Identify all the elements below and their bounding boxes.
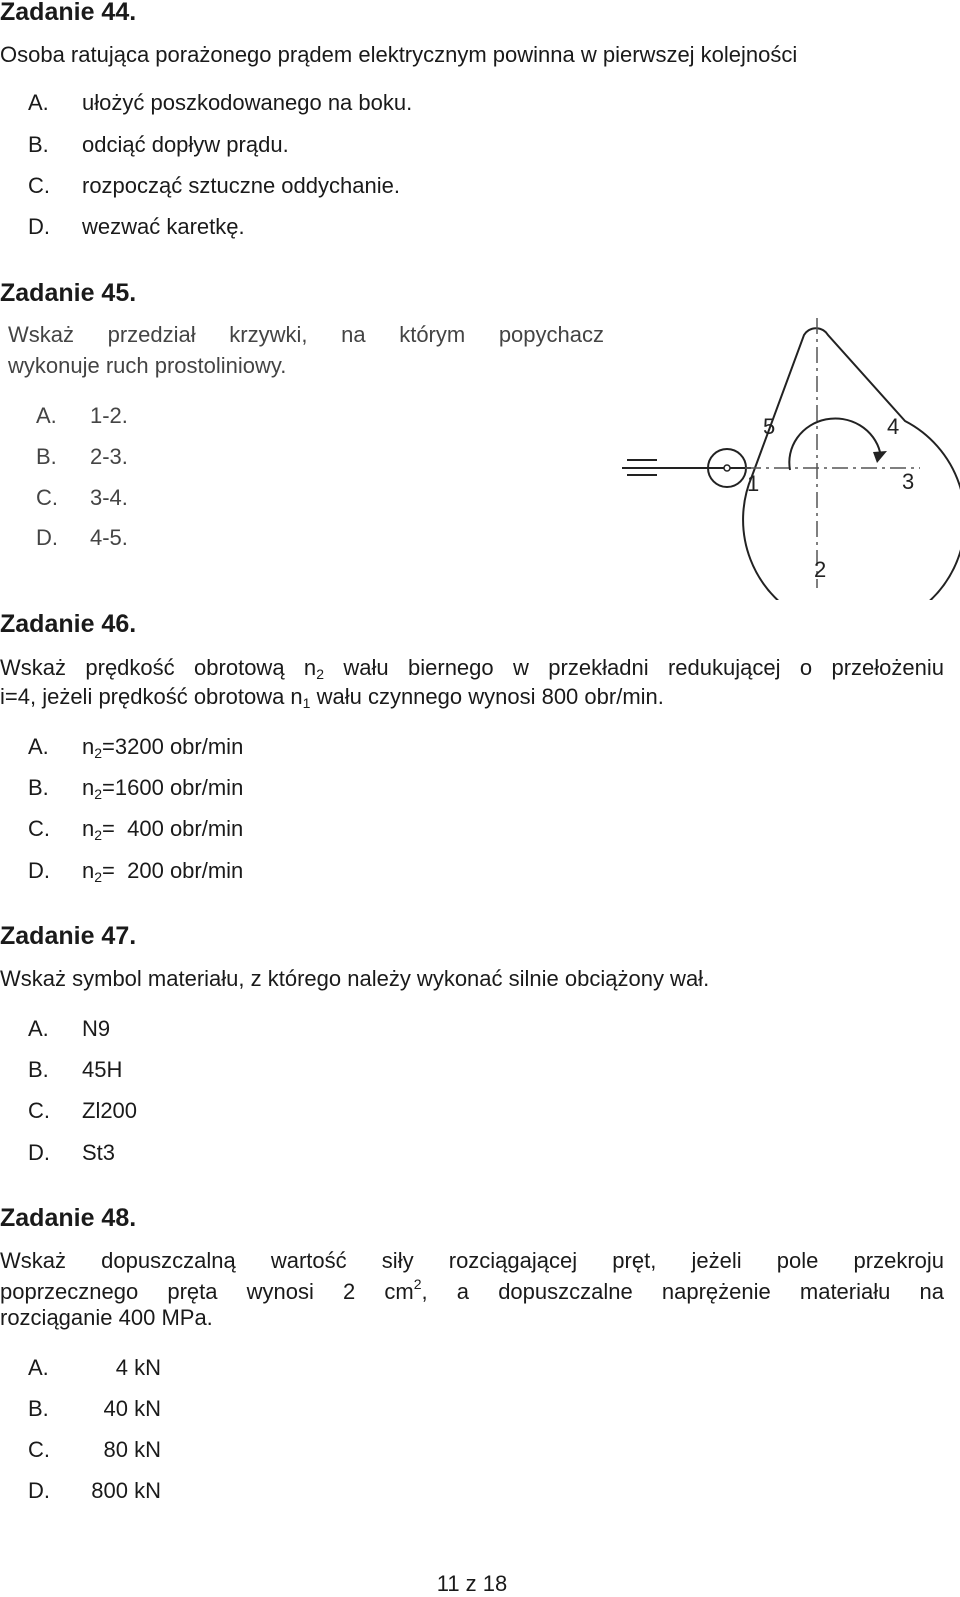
page-number: 11 z 18 [436, 1571, 508, 1596]
option-letter: C. [28, 1098, 50, 1123]
q47-question: Wskaż symbol materiału, z którego należy wykonać silnie obciążony wał. [0, 966, 710, 991]
option-letter: B. [36, 444, 57, 469]
option-letter: B. [28, 132, 49, 157]
point-label-2: 2 [814, 557, 827, 582]
point-label-1: 1 [747, 471, 760, 496]
option-letter: A. [36, 403, 57, 428]
option-text: 45H [82, 1057, 123, 1082]
option-text: Zl200 [82, 1098, 138, 1123]
option-letter: C. [28, 1437, 50, 1462]
q44-question: Osoba ratująca porażonego prądem elektrycznym powinna w pierwszej kolejności [0, 42, 798, 67]
point-label-3: 3 [902, 469, 915, 494]
cam-diagram [0, 0, 960, 600]
option-text: 80 kN [103, 1437, 161, 1462]
subscript: 2 [94, 745, 103, 761]
option-text: 1-2. [90, 403, 128, 428]
option-letter: D. [36, 525, 58, 550]
text: wału biernego w przekładni redukującej o przełożeniu [323, 655, 945, 680]
option-value: =3200 obr/min [102, 734, 244, 759]
option-letter: A. [28, 734, 49, 759]
n: n [82, 775, 95, 800]
option-letter: A. [28, 90, 49, 115]
q46-title: Zadanie 46. [0, 610, 137, 638]
option-text: 3-4. [90, 485, 128, 510]
option-text: 4-5. [90, 525, 128, 550]
superscript: 2 [413, 1276, 422, 1292]
option-value: =1600 obr/min [102, 775, 244, 800]
subscript: 2 [316, 666, 324, 682]
point-label-4: 4 [887, 414, 900, 439]
option-text: wezwać karetkę. [82, 214, 245, 239]
option-text: 4 kN [115, 1355, 161, 1380]
n: n [82, 734, 95, 759]
subscript: 2 [94, 827, 103, 843]
subscript: 2 [94, 869, 103, 885]
rotation-arrow [789, 418, 880, 470]
q45-question-line1: Wskaż przedział krzywki, na którym popychacz [8, 322, 604, 347]
n: n [82, 858, 95, 883]
q46-question-line2 [0, 684, 664, 711]
text: Wskaż prędkość obrotową n [0, 655, 317, 680]
option-letter: A. [28, 1355, 49, 1380]
option-letter: D. [28, 214, 50, 239]
option-text: rozpocząć sztuczne oddychanie. [82, 173, 400, 198]
q48-question-line2 [0, 1276, 944, 1305]
option-letter: B. [28, 1057, 49, 1082]
text: poprzecznego pręta wynosi 2 cm [0, 1279, 414, 1304]
point-label-5: 5 [763, 414, 776, 439]
q47-title: Zadanie 47. [0, 922, 137, 950]
q48-question-line1: Wskaż dopuszczalną wartość siły rozciągającej pręt, jeżeli pole przekroju [0, 1248, 944, 1273]
text: wału czynnego wynosi 800 obr/min. [310, 684, 664, 709]
option-value: = 400 obr/min [102, 816, 244, 841]
option-letter: D. [28, 1140, 50, 1165]
option-letter: C. [28, 816, 50, 841]
subscript: 1 [302, 695, 311, 711]
option-text: 800 kN [91, 1478, 161, 1503]
option-text: N9 [82, 1016, 111, 1041]
option-text: 40 kN [103, 1396, 161, 1421]
option-letter: B. [28, 1396, 49, 1421]
text: , a dopuszczalne naprężenie materiału na [421, 1279, 944, 1304]
option-letter: C. [36, 485, 58, 510]
option-text: 2-3. [90, 444, 128, 469]
option-value: = 200 obr/min [102, 858, 244, 883]
option-text: odciąć dopływ prądu. [82, 132, 289, 157]
subscript: 2 [94, 786, 103, 802]
roller-pin [724, 465, 730, 471]
option-text: St3 [82, 1140, 116, 1165]
cam-profile [743, 328, 960, 600]
n: n [82, 816, 95, 841]
q48-question-line3: rozciąganie 400 MPa. [0, 1305, 213, 1330]
q44-title: Zadanie 44. [0, 0, 137, 26]
option-letter: D. [28, 1478, 50, 1503]
option-text: ułożyć poszkodowanego na boku. [82, 90, 413, 115]
option-letter: B. [28, 775, 49, 800]
q45-question-line2: wykonuje ruch prostoliniowy. [8, 353, 287, 378]
arrow-head [873, 451, 887, 463]
text: i=4, jeżeli prędkość obrotowa n [0, 684, 303, 709]
q48-title: Zadanie 48. [0, 1204, 137, 1232]
option-letter: C. [28, 173, 50, 198]
q45-title: Zadanie 45. [0, 279, 137, 307]
q46-question-line1 [0, 655, 944, 682]
option-letter: D. [28, 858, 50, 883]
option-letter: A. [28, 1016, 49, 1041]
